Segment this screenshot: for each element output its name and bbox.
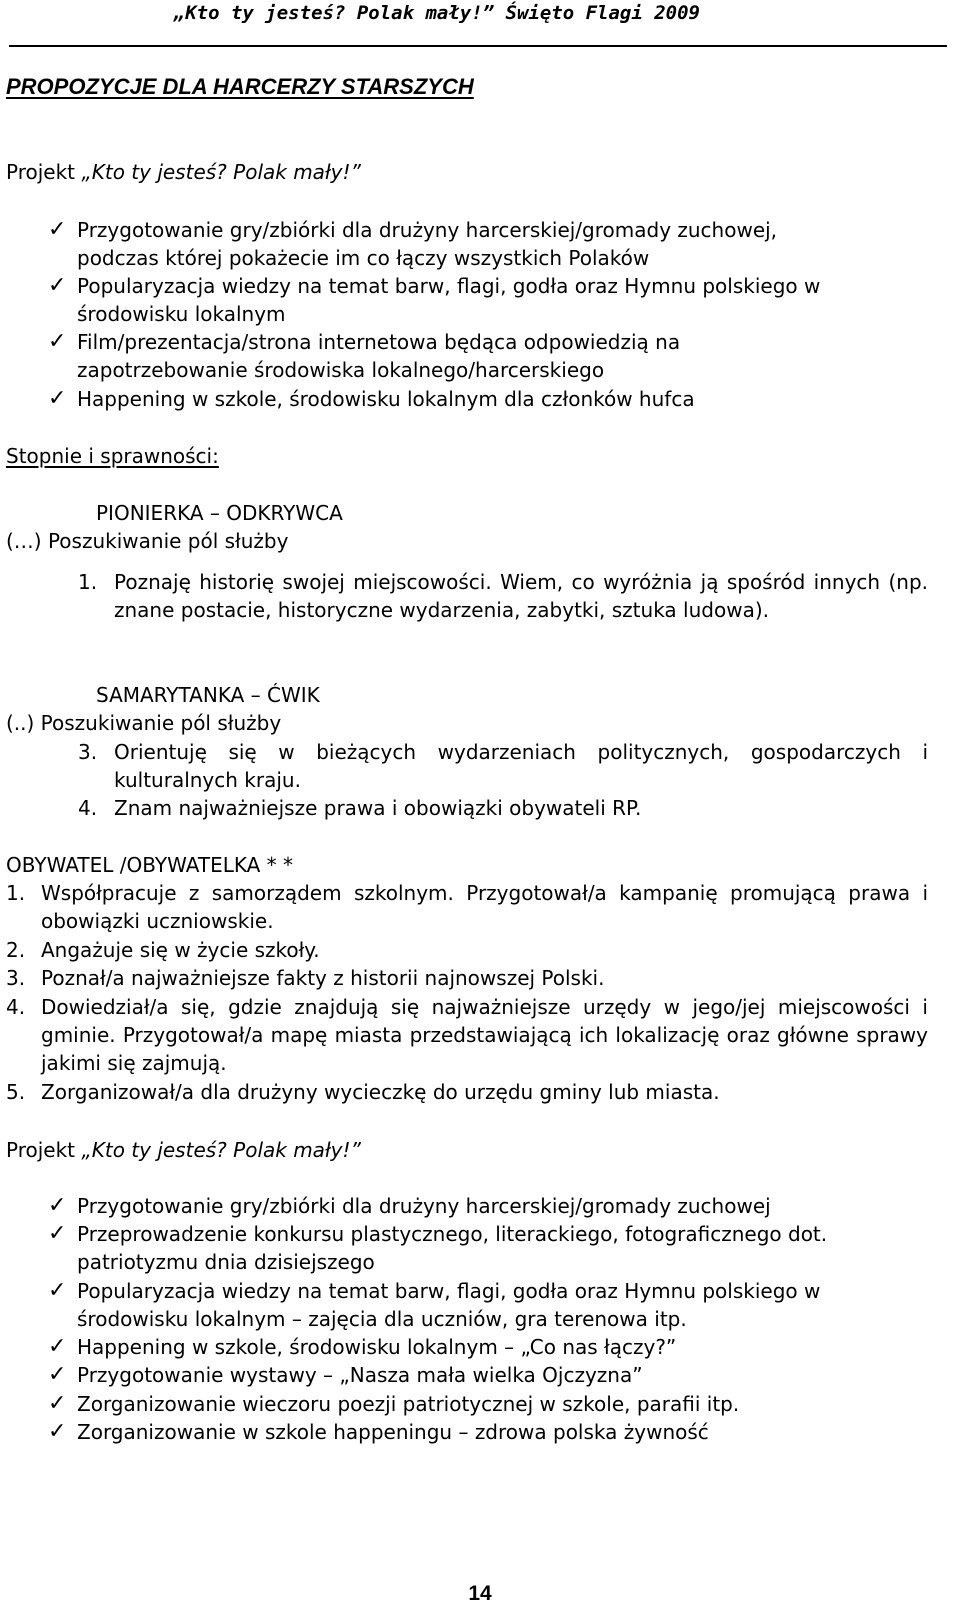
list-item-line: Popularyzacja wiedzy na temat barw, flagi, godła oraz Hymnu polskiego w [77,274,821,298]
samarytanka-item-text: Znam najważniejsze prawa i obowiązki obywateli RP. [114,796,642,820]
project1-name: „Kto ty jesteś? Polak mały!” [81,160,361,184]
list-item-line: środowisku lokalnym – zajęcia dla uczniów, gra terenowa itp. [77,1307,687,1331]
project2-label: Projekt [6,1138,82,1162]
project2-name: „Kto ty jesteś? Polak mały!” [81,1138,361,1162]
project1-item [77,385,695,413]
list-item-line: patriotyzmu dnia dzisiejszego [77,1250,375,1274]
pionierka-item-text: Poznaję historię swojej miejscowości. Wiem, co wyróżnia ją spośród innych (np. znane postacie, historyczne wydarzenia, zabytki, sztuka ludowa). [114,570,928,622]
header-rule [9,45,947,47]
check-icon: ✓ [48,1193,67,1218]
obywatel-item-text: Dowiedział/a się, gdzie znajdują się najważniejsze urzędy w jego/jej miejscowości i gminie. Przygotował/a mapę miasta przedstawiającą ich lokalizację oraz główne sprawy jakimi się zajmują. [41,995,928,1075]
list-item-line: Przygotowanie gry/zbiórki dla drużyny harcerskiej/gromady zuchowej, [77,218,778,242]
check-icon: ✓ [48,1221,67,1246]
obywatel-item-number: 1. [6,881,26,905]
pionierka-title: PIONIERKA – ODKRYWCA [96,501,343,525]
list-item-line: podczas której pokażecie im co łączy wszystkich Polaków [77,246,650,270]
list-item-line: środowisku lokalnym [77,302,286,326]
obywatel-item-number: 3. [6,966,26,990]
project1-item [77,216,777,272]
project2-item [77,1333,676,1361]
stopnie-label: Stopnie i sprawności: [6,444,219,468]
check-icon: ✓ [48,273,67,298]
list-item-line: Happening w szkole, środowisku lokalnym – „Co nas łączy?” [77,1335,677,1359]
check-icon: ✓ [48,1419,67,1444]
project2-item [77,1220,827,1276]
list-item-line: Zorganizowanie w szkole happeningu – zdrowa polska żywność [77,1420,709,1444]
page-number: 14 [468,1582,492,1605]
obywatel-item-number: 4. [6,995,26,1019]
obywatel-item-number: 5. [6,1080,26,1104]
project2-item [77,1418,709,1446]
check-icon: ✓ [48,329,67,354]
obywatel-item-text: Poznał/a najważniejsze fakty z historii najnowszej Polski. [41,966,605,990]
project2-item [77,1390,739,1418]
obywatel-item-text: Angażuje się w życie szkoły. [41,938,320,962]
check-icon: ✓ [48,386,67,411]
list-item-line: Przeprowadzenie konkursu plastycznego, literackiego, fotograficznego dot. [77,1222,828,1246]
project2-item [77,1361,643,1389]
list-item-line: zapotrzebowanie środowiska lokalnego/harcerskiego [77,358,605,382]
project1-item [77,272,820,328]
project1-title [6,158,361,186]
samarytanka-title: SAMARYTANKA – ĆWIK [96,683,320,707]
samarytanka-item-number: 4. [78,796,98,820]
obywatel-item-number: 2. [6,938,26,962]
project2-item [77,1192,771,1220]
pionierka-subtitle: (…) Poszukiwanie pól służby [6,529,289,553]
project1-item [77,328,680,384]
check-icon: ✓ [48,1278,67,1303]
project1-label: Projekt [6,160,82,184]
pionierka-item-number: 1. [78,570,98,594]
check-icon: ✓ [48,1391,67,1416]
list-item-line: Popularyzacja wiedzy na temat barw, flagi, godła oraz Hymnu polskiego w [77,1279,821,1303]
list-item-line: Film/prezentacja/strona internetowa będąca odpowiedzią na [77,330,681,354]
obywatel-item-text: Współpracuje z samorządem szkolnym. Przygotował/a kampanię promującą prawa i obowiązki uczniowskie. [41,881,928,933]
obywatel-item-text: Zorganizował/a dla drużyny wycieczkę do urzędu gminy lub miasta. [41,1080,720,1104]
check-icon: ✓ [48,1334,67,1359]
list-item-line: Przygotowanie wystawy – „Nasza mała wielka Ojczyzna” [77,1363,643,1387]
running-header: „Kto ty jesteś? Polak mały!” Święto Flagi 2009 [173,2,700,24]
project2-title [6,1136,361,1164]
samarytanka-item-number: 3. [78,740,98,764]
project2-item [77,1277,820,1333]
check-icon: ✓ [48,217,67,242]
list-item-line: Zorganizowanie wieczoru poezji patriotycznej w szkole, parafii itp. [77,1392,740,1416]
samarytanka-item-text: Orientuję się w bieżących wydarzeniach politycznych, gospodarczych i kulturalnych kraju. [114,740,928,792]
obywatel-title: OBYWATEL /OBYWATELKA * * [6,853,294,877]
samarytanka-subtitle: (..) Poszukiwanie pól służby [6,711,282,735]
list-item-line: Happening w szkole, środowisku lokalnym dla członków hufca [77,387,695,411]
check-icon: ✓ [48,1362,67,1387]
list-item-line: Przygotowanie gry/zbiórki dla drużyny harcerskiej/gromady zuchowej [77,1194,771,1218]
section-heading: PROPOZYCJE DLA HARCERZY STARSZYCH [6,74,474,99]
